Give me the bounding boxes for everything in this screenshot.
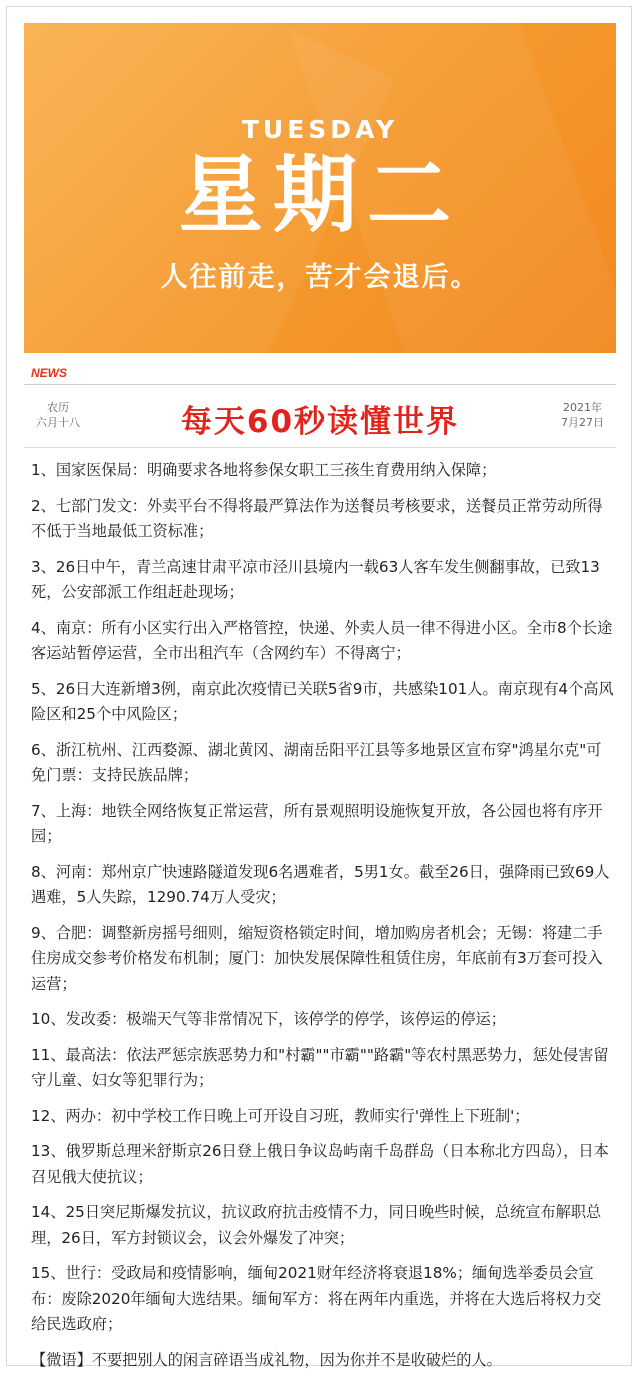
news-item: 13、俄罗斯总理米舒斯京26日登上俄日争议岛屿南千岛群岛（日本称北方四岛），日本召见俄大使抗议； [31,1142,609,1186]
header-banner [24,23,616,353]
news-item: 6、浙江杭州、江西婺源、湖北黄冈、湖南岳阳平江县等多地景区宣布穿"鸿星尔克"可免门票：支持民族品牌； [31,740,602,784]
news-item: 2、七部门发文：外卖平台不得将最严算法作为送餐员考核要求，送餐员正常劳动所得不低于当地最低工资标准； [31,496,603,540]
news-item: 7、上海：地铁全网络恢复正常运营，所有景观照明设施恢复开放，各公园也将有序开园； [31,801,603,845]
divider [24,447,616,448]
news-item: 14、25日突尼斯爆发抗议，抗议政府抗击疫情不力，同日晚些时候，总统宣布解职总理，26日，军方封锁议会，议会外爆发了冲突； [31,1203,602,1247]
gregorian-date [561,400,604,430]
lunar-label: 农历 [47,401,69,414]
page-title: 每天60秒读懂世界 [180,404,460,440]
daily-quote: 【微语】不要把别人的闲言碎语当成礼物，因为你并不是收破烂的人。 [31,1350,502,1369]
news-item: 1、国家医保局：明确要求各地将参保女职工三孩生育费用纳入保障； [31,461,497,479]
news-item: 12、两办：初中学校工作日晚上可开设自习班，教师实行'弹性上下班制'； [31,1106,530,1125]
date-day: 7月27日 [561,416,604,429]
news-item: 15、世行：受政局和疫情影响，缅甸2021财年经济将衰退18%；缅甸选举委员会宣布：废除2020年缅甸大选结果。缅甸军方：将在两年内重选，并将在大选后将权力交给民选政府； [31,1264,602,1333]
divider [24,384,616,385]
news-item: 9、合肥：调整新房摇号细则，缩短资格锁定时间，增加购房者机会；无锡：将建二手住房成交参考价格发布机制；厦门：加快发展保障性租赁住房，年底前有3万套可投入运营； [31,923,603,993]
news-tag: NEWS [31,366,67,380]
news-list [31,458,615,1388]
banner-slogan: 人往前走，苦才会退后。 [160,262,480,293]
news-item: 10、发改委：极端天气等非常情况下，该停学的停学，该停运的停运； [31,1010,506,1028]
news-item: 4、南京：所有小区实行出入严格管控，快递、外卖人员一律不得进小区。全市8个长途客运站暂停运营，全市出租汽车（含网约车）不得离宁； [31,618,613,662]
news-item: 5、26日大连新增3例，南京此次疫情已关联5省9市，共感染101人。南京现有4个高风险区和25个中风险区； [31,679,614,723]
news-item: 11、最高法：依法严惩宗族恶势力和"村霸""市霸""路霸"等农村黑恶势力，惩处侵害留守儿童、妇女等犯罪行为； [31,1045,609,1089]
weekday-chinese: 星期二 [178,146,461,244]
news-item: 3、26日中午，青兰高速甘肃平凉市泾川县境内一载63人客车发生侧翻事故，已致13死，公安部派工作组赶赴现场； [31,557,600,601]
lunar-day: 六月十八 [36,416,80,429]
date-year: 2021年 [563,401,602,414]
news-item: 8、河南：郑州京广快速路隧道发现6名遇难者，5男1女。截至26日，强降雨已致69人遇难，5人失踪，1290.74万人受灾； [31,862,610,906]
weekday-english: TUESDAY [241,115,399,144]
